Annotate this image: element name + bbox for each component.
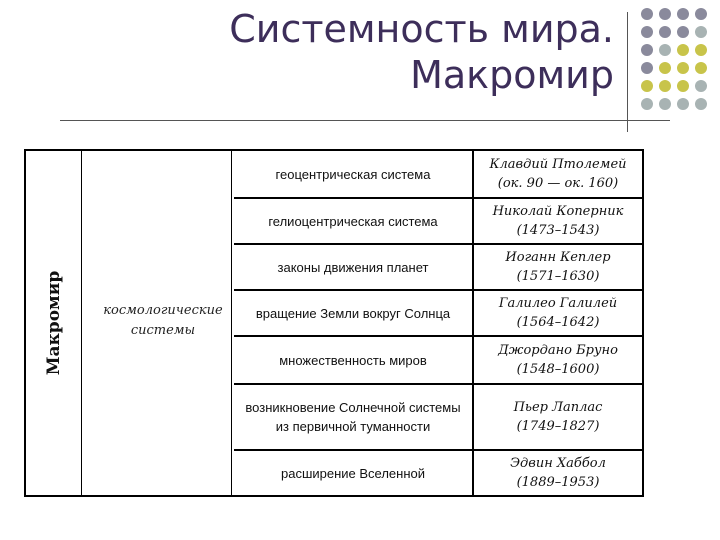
scientist-name: Николай Коперник xyxy=(492,204,624,219)
table-row xyxy=(234,199,642,245)
scientist-name: Иоганн Кеплер xyxy=(505,250,611,265)
decorative-dot-grid xyxy=(641,8,720,120)
decorative-dot xyxy=(659,80,671,92)
table-rows xyxy=(234,151,642,495)
decorative-dot xyxy=(695,44,707,56)
phenomenon-cell: возникновение Солнечной системы из первичной туманности xyxy=(234,385,474,449)
scientist-cell xyxy=(474,385,642,449)
category-cell xyxy=(84,151,232,495)
title-divider-vertical xyxy=(627,12,628,132)
decorative-dot xyxy=(695,8,707,20)
decorative-dot xyxy=(677,26,689,38)
scientist-cell xyxy=(474,245,642,289)
decorative-dot xyxy=(695,80,707,92)
phenomenon-cell: вращение Земли вокруг Солнца xyxy=(234,291,474,335)
phenomenon-cell: геоцентрическая система xyxy=(234,151,474,197)
table-row xyxy=(234,451,642,495)
decorative-dot xyxy=(695,98,707,110)
decorative-dot xyxy=(695,62,707,74)
decorative-dot xyxy=(659,44,671,56)
phenomenon-cell: расширение Вселенной xyxy=(234,451,474,495)
decorative-dot xyxy=(677,98,689,110)
macroworld-table xyxy=(24,149,644,497)
decorative-dot xyxy=(641,44,653,56)
phenomenon-cell: законы движения планет xyxy=(234,245,474,289)
scientist-cell xyxy=(474,337,642,383)
decorative-dot xyxy=(641,8,653,20)
decorative-dot xyxy=(677,80,689,92)
phenomenon-cell: множественность миров xyxy=(234,337,474,383)
title-divider-horizontal xyxy=(60,120,670,121)
decorative-dot xyxy=(659,8,671,20)
decorative-dot xyxy=(695,26,707,38)
scientist-years: (1473–1543) xyxy=(516,223,600,238)
decorative-dot xyxy=(659,62,671,74)
scientist-years: (1548–1600) xyxy=(516,362,600,377)
slide-title xyxy=(229,6,614,98)
scientist-years: (ок. 90 — ок. 160) xyxy=(497,176,619,191)
table-row xyxy=(234,151,642,199)
scientist-name: Клавдий Птолемей xyxy=(489,157,627,172)
table-row xyxy=(234,337,642,385)
decorative-dot xyxy=(641,62,653,74)
scientist-years: (1571–1630) xyxy=(516,269,600,284)
scientist-cell xyxy=(474,199,642,243)
title-line-2: Макромир xyxy=(410,53,614,97)
scientist-name: Галилео Галилей xyxy=(498,296,618,311)
scientist-years: (1564–1642) xyxy=(516,315,600,330)
scientist-cell xyxy=(474,151,642,197)
scientist-years: (1749–1827) xyxy=(516,419,600,434)
decorative-dot xyxy=(659,26,671,38)
table-row xyxy=(234,385,642,451)
category-label: космологические системы xyxy=(103,303,223,338)
decorative-dot xyxy=(641,26,653,38)
decorative-dot xyxy=(659,98,671,110)
decorative-dot xyxy=(677,62,689,74)
title-line-1: Системность мира. xyxy=(229,7,614,51)
table-row xyxy=(234,245,642,291)
scientist-cell xyxy=(474,451,642,495)
vertical-header-cell xyxy=(26,151,82,495)
decorative-dot xyxy=(677,44,689,56)
decorative-dot xyxy=(641,80,653,92)
scientist-name: Джордано Бруно xyxy=(498,343,618,358)
scientist-years: (1889–1953) xyxy=(516,475,600,490)
phenomenon-cell: гелиоцентрическая система xyxy=(234,199,474,243)
decorative-dot xyxy=(677,8,689,20)
scientist-name: Пьер Лаплас xyxy=(513,400,603,415)
table-row xyxy=(234,291,642,337)
scientist-name: Эдвин Хаббол xyxy=(510,456,606,471)
decorative-dot xyxy=(641,98,653,110)
vertical-label: Макромир xyxy=(43,270,64,376)
scientist-cell xyxy=(474,291,642,335)
